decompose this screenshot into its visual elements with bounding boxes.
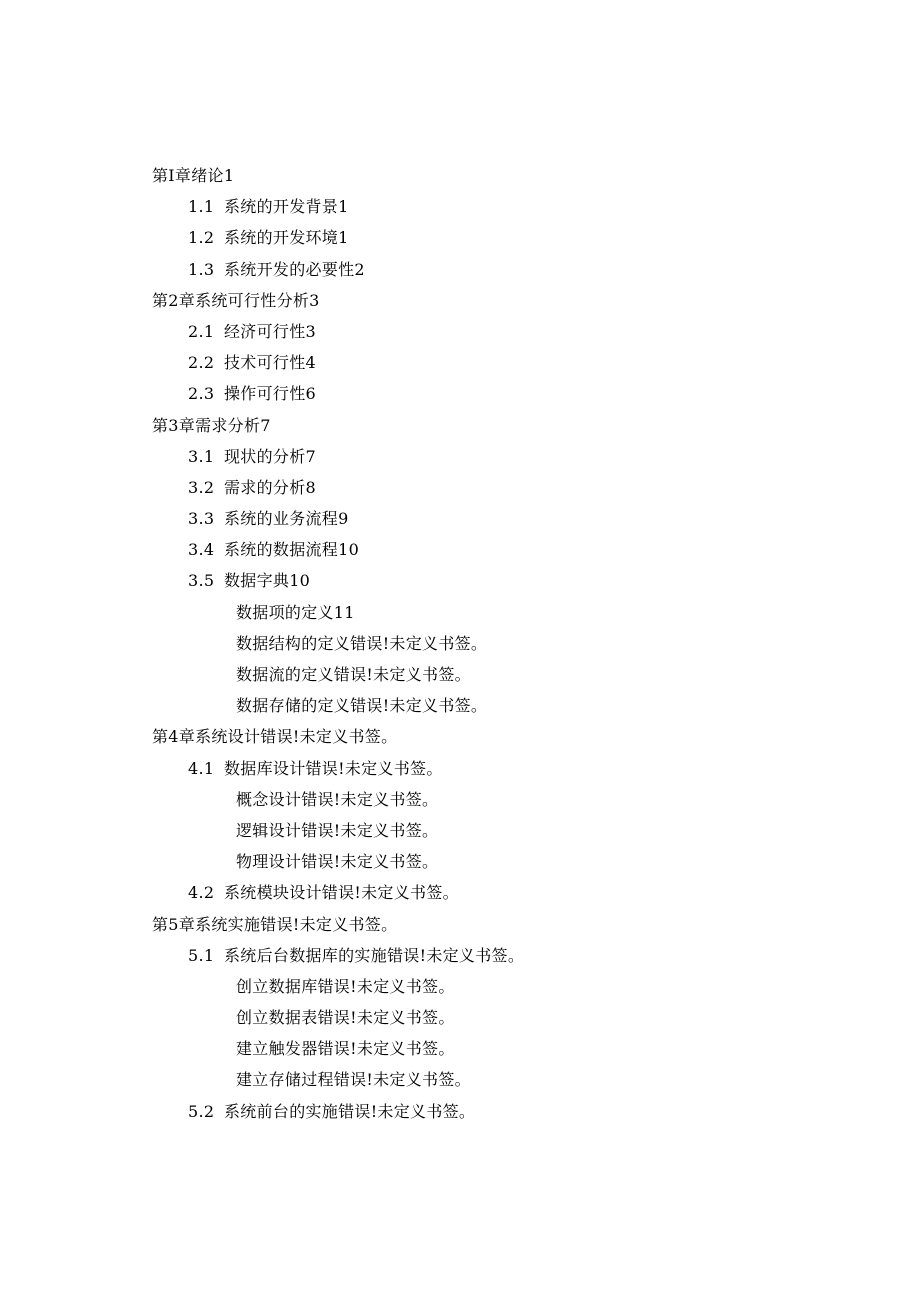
toc-entry-text: 系统的开发背景1 bbox=[224, 197, 349, 217]
toc-subsection-entry[interactable] bbox=[0, 628, 920, 659]
toc-entry-text: 创立数据库错误!未定义书签。 bbox=[236, 976, 455, 996]
toc-entry-number: 1.1 bbox=[188, 197, 215, 217]
toc-entry-number: 2.1 bbox=[188, 321, 215, 341]
toc-section-entry[interactable] bbox=[0, 254, 920, 285]
toc-subsection-entry[interactable] bbox=[0, 1064, 920, 1095]
toc-entry-number: 3.2 bbox=[188, 477, 215, 497]
toc-entry-text: 数据结构的定义错误!未定义书签。 bbox=[236, 633, 488, 653]
toc-entry-number: 3.4 bbox=[188, 540, 215, 560]
toc-entry-number: 4.1 bbox=[188, 758, 215, 778]
toc-entry-text: 数据存储的定义错误!未定义书签。 bbox=[236, 696, 488, 716]
toc-entry-text: 第5章系统实施错误!未定义书签。 bbox=[152, 914, 398, 934]
toc-chapter-entry[interactable] bbox=[0, 410, 920, 441]
toc-entry-number: 3.5 bbox=[188, 571, 215, 591]
toc-entry-text: 建立触发器错误!未定义书签。 bbox=[236, 1039, 455, 1059]
toc-entry-text: 技术可行性4 bbox=[224, 353, 316, 373]
toc-subsection-entry[interactable] bbox=[0, 659, 920, 690]
toc-entry-number: 3.1 bbox=[188, 446, 215, 466]
toc-entry-text: 数据库设计错误!未定义书签。 bbox=[224, 758, 443, 778]
toc-subsection-entry[interactable] bbox=[0, 597, 920, 628]
toc-entry-number: 5.2 bbox=[188, 1101, 215, 1121]
toc-section-entry[interactable] bbox=[0, 565, 920, 596]
toc-section-entry[interactable] bbox=[0, 877, 920, 908]
toc-section-entry[interactable] bbox=[0, 191, 920, 222]
toc-entry-text: 概念设计错误!未定义书签。 bbox=[236, 789, 439, 809]
toc-section-entry[interactable] bbox=[0, 753, 920, 784]
toc-entry-text: 物理设计错误!未定义书签。 bbox=[236, 852, 439, 872]
toc-section-entry[interactable] bbox=[0, 378, 920, 409]
toc-chapter-entry[interactable] bbox=[0, 909, 920, 940]
toc-entry-text: 第I章绪论1 bbox=[152, 166, 235, 185]
toc-entry-text: 现状的分析7 bbox=[224, 446, 316, 466]
toc-section-entry[interactable] bbox=[0, 1096, 920, 1127]
toc-entry-text: 第2章系统可行性分析3 bbox=[152, 290, 320, 310]
toc-entry-text: 系统开发的必要性2 bbox=[224, 259, 365, 279]
toc-entry-text: 创立数据表错误!未定义书签。 bbox=[236, 1008, 455, 1028]
toc-section-entry[interactable] bbox=[0, 940, 920, 971]
toc-entry-text: 数据字典10 bbox=[224, 571, 311, 591]
toc-entry-text: 逻辑设计错误!未定义书签。 bbox=[236, 820, 439, 840]
toc-section-entry[interactable] bbox=[0, 472, 920, 503]
toc-entry-number: 2.3 bbox=[188, 384, 215, 404]
toc-chapter-entry[interactable] bbox=[0, 160, 920, 191]
toc-chapter-entry[interactable] bbox=[0, 721, 920, 752]
toc-entry-text: 需求的分析8 bbox=[224, 477, 316, 497]
toc-entry-text: 经济可行性3 bbox=[224, 321, 316, 341]
toc-entry-number: 4.2 bbox=[188, 883, 215, 903]
toc-entry-text: 系统模块设计错误!未定义书签。 bbox=[224, 883, 459, 903]
toc-entry-number: 1.2 bbox=[188, 228, 215, 248]
toc-entry-text: 系统后台数据库的实施错误!未定义书签。 bbox=[224, 945, 525, 965]
toc-entry-number: 3.3 bbox=[188, 509, 215, 529]
toc-entry-text: 系统的开发环境1 bbox=[224, 228, 349, 248]
toc-entry-text: 建立存储过程错误!未定义书签。 bbox=[236, 1070, 471, 1090]
toc-subsection-entry[interactable] bbox=[0, 784, 920, 815]
toc-subsection-entry[interactable] bbox=[0, 1033, 920, 1064]
toc-subsection-entry[interactable] bbox=[0, 690, 920, 721]
toc-entry-number: 2.2 bbox=[188, 353, 215, 373]
toc-entry-text: 系统的数据流程10 bbox=[224, 540, 360, 560]
toc-section-entry[interactable] bbox=[0, 441, 920, 472]
table-of-contents bbox=[0, 160, 920, 1127]
toc-section-entry[interactable] bbox=[0, 503, 920, 534]
toc-entry-text: 第4章系统设计错误!未定义书签。 bbox=[152, 727, 398, 747]
toc-subsection-entry[interactable] bbox=[0, 971, 920, 1002]
toc-section-entry[interactable] bbox=[0, 316, 920, 347]
toc-section-entry[interactable] bbox=[0, 534, 920, 565]
toc-entry-text: 第3章需求分析7 bbox=[152, 415, 271, 435]
toc-section-entry[interactable] bbox=[0, 347, 920, 378]
toc-entry-text: 系统的业务流程9 bbox=[224, 509, 349, 529]
toc-entry-text: 系统前台的实施错误!未定义书签。 bbox=[224, 1101, 476, 1121]
toc-entry-number: 5.1 bbox=[188, 945, 215, 965]
toc-chapter-entry[interactable] bbox=[0, 285, 920, 316]
toc-entry-text: 数据项的定义11 bbox=[236, 602, 355, 622]
toc-entry-number: 1.3 bbox=[188, 259, 215, 279]
toc-entry-text: 数据流的定义错误!未定义书签。 bbox=[236, 665, 471, 684]
toc-section-entry[interactable] bbox=[0, 222, 920, 253]
toc-subsection-entry[interactable] bbox=[0, 815, 920, 846]
toc-entry-text: 操作可行性6 bbox=[224, 384, 316, 404]
toc-subsection-entry[interactable] bbox=[0, 1002, 920, 1033]
toc-subsection-entry[interactable] bbox=[0, 846, 920, 877]
